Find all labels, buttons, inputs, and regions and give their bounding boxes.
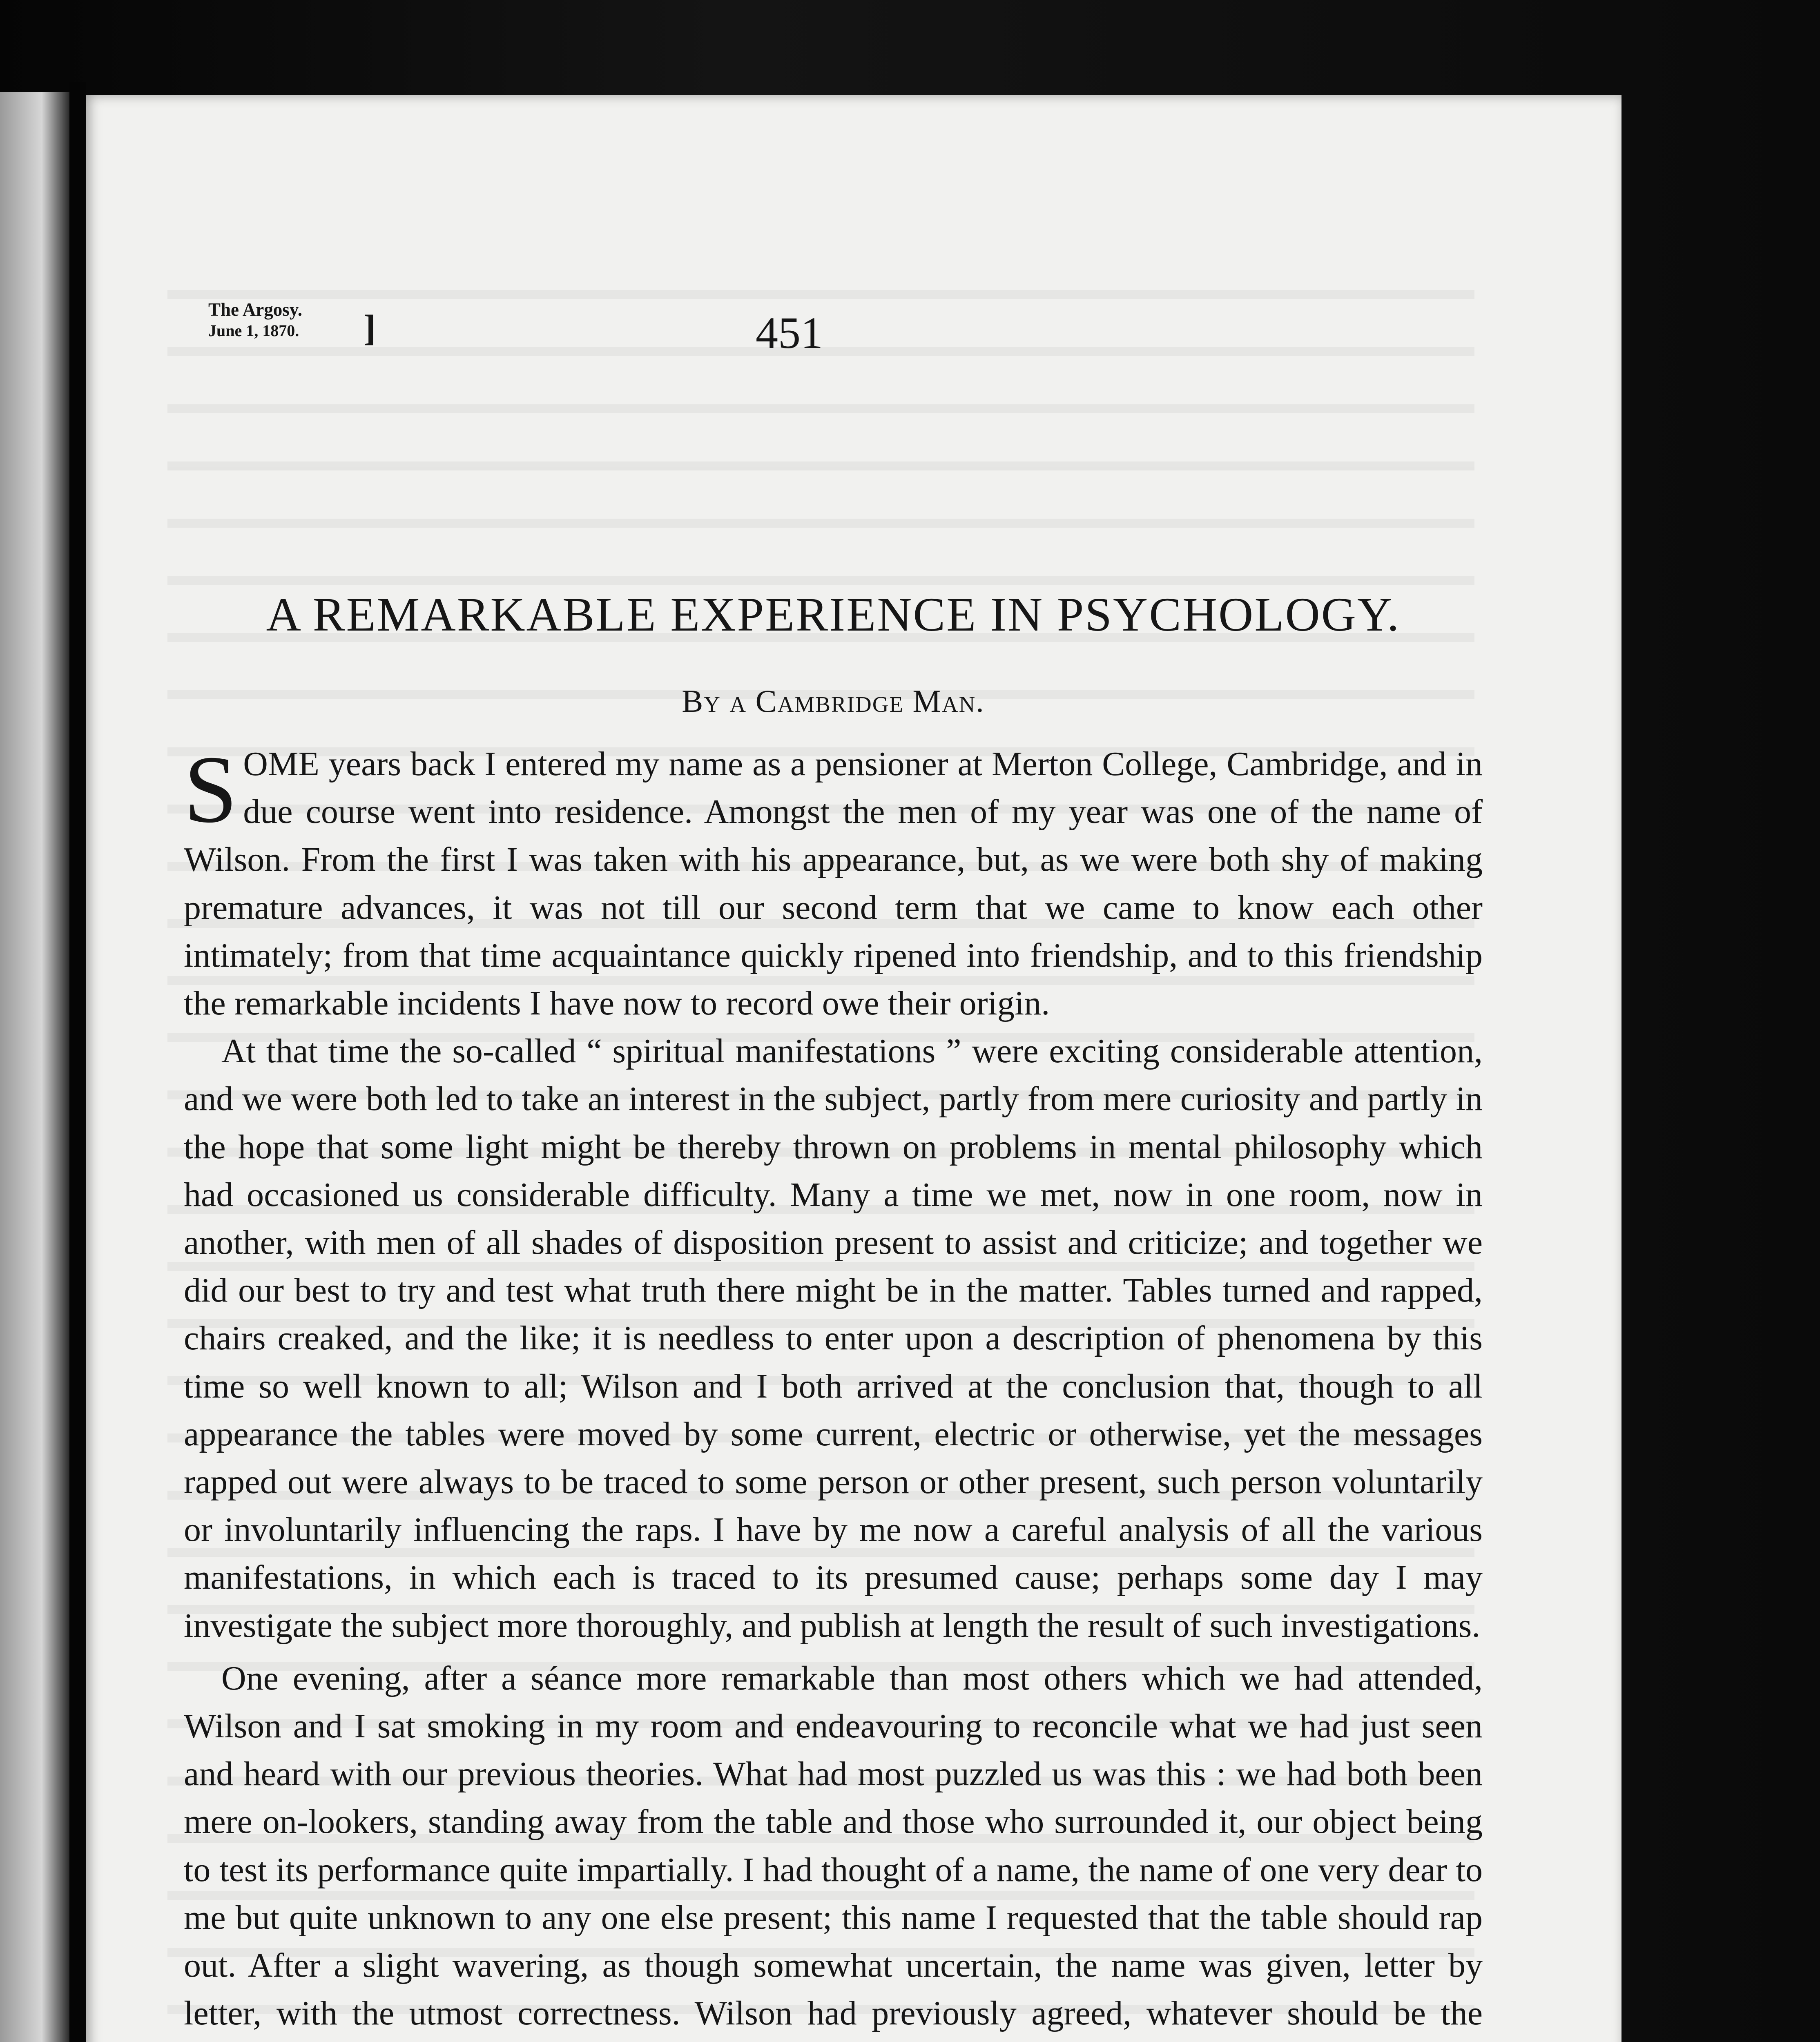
- drop-cap: S: [184, 736, 238, 843]
- book-gutter: [69, 82, 86, 2042]
- paragraph-3: One evening, after a séance more remarkable than most others which we had attended, Wilson and I sat smoking in my room and endeavouring to reconcile what we had just seen and heard with our previous theories. What had most puzzled us was this : we had both been mere on-lookers, standing away from the table and those who surrounded it, our object being to test its performance quite impartially. I had thought of a name, the name of one very dear to me but quite unknown to any one else present; this name I requested that the table should rap out. After a slight wavering, as though somewhat uncertain, the name was given, letter by letter, with the utmost correctness. Wilson had previously agreed, whatever should be the: [184, 1659, 1483, 2033]
- facing-page-edge: [0, 92, 69, 2042]
- book-page: [86, 95, 1621, 2042]
- running-head-date: June 1, 1870.: [208, 321, 299, 340]
- paragraph-2: At that time the so-called “ spiritual manifestations ” were exciting considerable attention, and we were both led to take an interest in the subject, partly from mere curiosity and partly in the hope that some light might be thereby thrown on problems in mental philosophy which had occasioned us considerable difficulty. Many a time we met, now in one room, now in another, with men of all shades of disposition present to assist and criticize; and together we did our best to try and test what truth there might be in the matter. Tables turned and rapped, chairs creaked, and the like; it is needless to enter upon a description of phenomena by this time so well known to all; Wilson and I both arrived at the conclusion that, though to all appearance the tables were moved by some current, electric or otherwise, yet the messages rapped out were always to be traced to some person or other present, such person voluntarily or involuntarily influencing the raps. I have by me now a careful analysis of all the various manifestations, in which each is traced to its presumed cause; perhaps some day I may investigate the subject more thoroughly, and publish at length the result of such investigations.: [184, 1032, 1483, 1645]
- running-head-bracket: ]: [364, 308, 376, 348]
- running-head-publication: The Argosy.: [208, 299, 303, 320]
- article-title: A REMARKABLE EXPERIENCE IN PSYCHOLOGY.: [266, 588, 1401, 641]
- running-head: [208, 299, 302, 341]
- article-byline: By a Cambridge Man.: [682, 683, 985, 719]
- page-number: 451: [756, 308, 823, 358]
- paragraph-1: [184, 736, 1483, 1027]
- paragraph-1-text: OME years back I entered my name as a pensioner at Merton College, Cambridge, and in due course went into residence. Amongst the men of my year was one of the name of Wilson. From the first I was taken with his appearance, but, as we were both shy of making premature advances, it was not till our second term that we came to know each other intimately; from that time acquaintance quickly ripened into friendship, and to this friendship the remarkable incidents I have now to record owe their origin.: [184, 745, 1483, 1023]
- article-body: [184, 736, 1483, 2042]
